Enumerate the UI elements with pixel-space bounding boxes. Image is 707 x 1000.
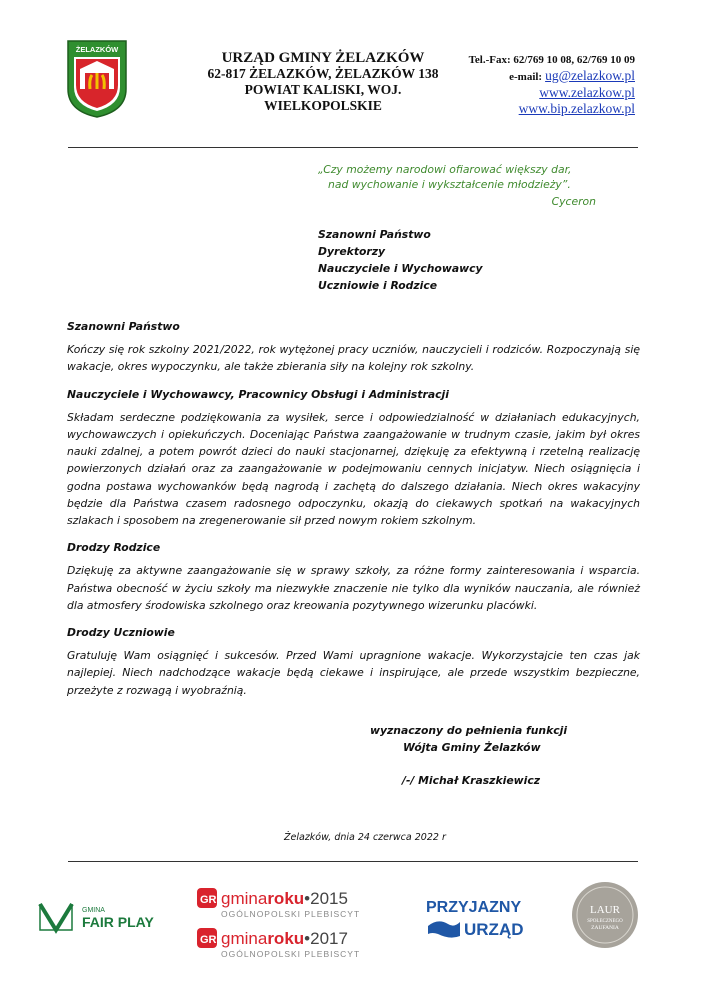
section-heading: Szanowni Państwo	[67, 320, 180, 333]
quote-author: Cyceron	[551, 195, 596, 208]
office-letterhead	[188, 50, 458, 114]
footer-divider	[68, 861, 638, 862]
svg-text:GR: GR	[200, 894, 217, 906]
tel-fax: Tel.-Fax: 62/769 10 08, 62/769 10 09	[468, 54, 635, 66]
svg-text:gminaroku•2017: gminaroku•2017	[221, 929, 348, 948]
svg-text:LAUR: LAUR	[590, 904, 620, 916]
letter-body	[67, 318, 640, 709]
svg-text:GMINA: GMINA	[82, 907, 105, 914]
quote-line-1: „Czy możemy narodowi ofiarować większy dar,	[318, 163, 572, 176]
section-text: Dziękuję za aktywne zaangażowanie się w sprawy szkoły, za różne formy zainteresowania i wsparcia. Państwa obecność w życiu szkoły ma niezwykłe znaczenie nie tylko dla wyników nauczania, ale również dla atmosfery środowiska szkolnego oraz kreowania pozytywnego wizerunku placówki.	[67, 564, 640, 612]
section-text: Składam serdeczne podziękowania za wysiłek, serce i odpowiedzialność w działaniach edukacyjnych, wychowawczych i opiekuńczych. Doceniając Państwa zaangażowanie w trudnym czasie, jakim był okres nauki zdalnej, a potem powrót dzieci do nauki stacjonarnej, dziękuję za efektywną i rzetelną realizację powierzonych działań oraz za zaangażowanie w podejmowaniu cennych inicjatyw. Niech osiągnięcia i godna postawa wychowanków będą nagrodą i zachętą do dalszego działania. Niech okres wakacyjny będzie dla Państwa czasem radosnego odpoczynku, okazją do ciekawych spotkań na wakacyjnych szlakach i sposobem na zregenerowanie sił przed nowym rokiem szkolnym.	[67, 410, 640, 528]
svg-text:PRZYJAZNY: PRZYJAZNY	[426, 899, 522, 916]
laur-zaufania-logo	[570, 880, 640, 950]
gmina-roku-2017-logo	[197, 926, 377, 960]
bip-link[interactable]: www.bip.zelazkow.pl	[518, 101, 635, 116]
office-name: URZĄD GMINY ŻELAZKÓW	[221, 50, 425, 66]
svg-text:OGÓLNOPOLSKI PLEBISCYT: OGÓLNOPOLSKI PLEBISCYT	[221, 909, 361, 919]
svg-text:gminaroku•2015: gminaroku•2015	[221, 889, 348, 908]
addressee: Nauczyciele i Wychowawcy	[318, 262, 483, 275]
email-link[interactable]: ug@zelazkow.pl	[545, 68, 635, 83]
email-label: e-mail:	[509, 71, 543, 83]
fair-play-logo	[36, 896, 166, 936]
section-heading: Drodzy Rodzice	[67, 541, 161, 555]
signature-name: /-/ Michał Kraszkiewicz	[402, 774, 541, 787]
place-and-date: Żelazków, dnia 24 czerwca 2022 r	[284, 832, 446, 843]
gmina-crest-logo	[66, 39, 128, 119]
motto-quote	[318, 163, 618, 210]
addressee: Dyrektorzy	[318, 245, 386, 258]
contact-block	[455, 52, 635, 117]
gmina-roku-2015-logo	[197, 886, 377, 920]
svg-text:GR: GR	[200, 934, 217, 946]
przyjazny-urzad-logo	[424, 892, 539, 942]
addressee: Uczniowie i Rodzice	[318, 279, 438, 292]
svg-text:SPOŁECZNEGO: SPOŁECZNEGO	[587, 919, 623, 924]
svg-text:FAIR PLAY: FAIR PLAY	[82, 914, 154, 930]
signature-block	[370, 722, 567, 789]
svg-text:ŻELAZKÓW: ŻELAZKÓW	[75, 45, 119, 54]
section-heading: Nauczyciele i Wychowawcy, Pracownicy Obsługi i Administracji	[67, 387, 449, 401]
svg-text:ZAUFANIA: ZAUFANIA	[591, 925, 619, 931]
section-text: Kończy się rok szkolny 2021/2022, rok wytężonej pracy uczniów, nauczycieli i rodziców. Rozpoczynają się wakacje, okres wypoczynku, ale także zbierania siły na kolejny rok szkolny.	[67, 343, 640, 374]
header-divider	[68, 147, 638, 148]
addressees-block	[318, 226, 483, 294]
signature-office: Wójta Gminy Żelazków	[403, 741, 541, 754]
office-county: POWIAT KALISKI, WOJ. WIELKOPOLSKIE	[244, 82, 402, 113]
svg-text:URZĄD: URZĄD	[464, 920, 524, 939]
website-link[interactable]: www.zelazkow.pl	[539, 85, 635, 100]
section-text: Gratuluję Wam osiągnięć i sukcesów. Przed Wami upragnione wakacje. Wykorzystajcie ten czas jak najlepiej. Niech nadchodzące wakacje będą ciekawe i inspirujące, ale przede wszystkim bezpieczne, przeżyte z rozwagą i wyobraźnią.	[67, 649, 640, 697]
addressee: Szanowni Państwo	[318, 228, 431, 241]
svg-text:OGÓLNOPOLSKI PLEBISCYT: OGÓLNOPOLSKI PLEBISCYT	[221, 949, 361, 959]
section-heading: Drodzy Uczniowie	[67, 626, 175, 640]
signature-role: wyznaczony do pełnienia funkcji	[370, 724, 568, 737]
office-address: 62-817 ŻELAZKÓW, ŻELAZKÓW 138	[207, 66, 439, 81]
quote-line-2: nad wychowanie i wykształcenie młodzieży”.	[328, 177, 571, 191]
